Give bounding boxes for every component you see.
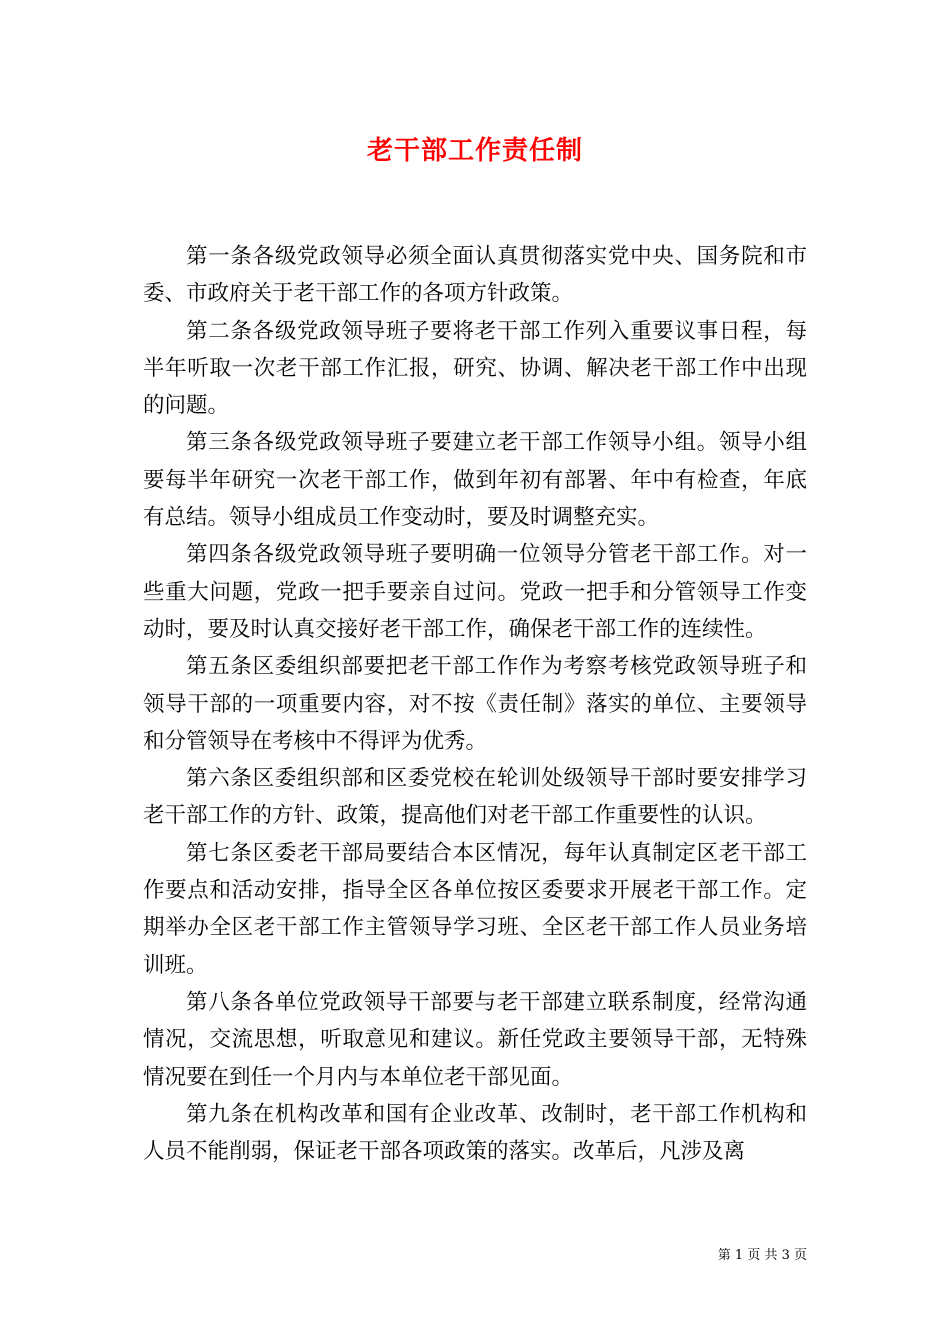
paragraph-7: 第七条区委老干部局要结合本区情况，每年认真制定区老干部工作要点和活动安排，指导全区各单位按区委要求开展老干部工作。定期举办全区老干部工作主管领导学习班、全区老干部工作人员业务培训班。 bbox=[143, 840, 807, 978]
document-title: 老干部工作责任制 bbox=[366, 136, 583, 166]
paragraph-1: 第一条各级党政领导必须全面认真贯彻落实党中央、国务院和市委、市政府关于老干部工作的各项方针政策。 bbox=[143, 244, 807, 307]
document-body bbox=[143, 238, 807, 1170]
paragraph-8: 第八条各单位党政领导干部要与老干部建立联系制度，经常沟通情况，交流思想，听取意见和建议。新任党政主要领导干部，无特殊情况要在到任一个月内与本单位老干部见面。 bbox=[143, 989, 807, 1090]
paragraph-3: 第三条各级党政领导班子要建立老干部工作领导小组。领导小组要每半年研究一次老干部工作，做到年初有部署、年中有检查，年底有总结。领导小组成员工作变动时，要及时调整充实。 bbox=[143, 430, 807, 531]
paragraph-5: 第五条区委组织部要把老干部工作作为考察考核党政领导班子和领导干部的一项重要内容，对不按《责任制》落实的单位、主要领导和分管领导在考核中不得评为优秀。 bbox=[143, 654, 807, 754]
paragraph-9: 第九条在机构改革和国有企业改革、改制时，老干部工作机构和人员不能削弱，保证老干部各项政策的落实。改革后，凡涉及离 bbox=[143, 1101, 807, 1165]
paragraph-2: 第二条各级党政领导班子要将老干部工作列入重要议事日程，每半年听取一次老干部工作汇报，研究、协调、解决老干部工作中出现的问题。 bbox=[143, 318, 807, 419]
page-number-footer: 第 1 页 共 3 页 bbox=[717, 1248, 807, 1263]
paragraph-4: 第四条各级党政领导班子要明确一位领导分管老干部工作。对一些重大问题，党政一把手要亲自过问。党政一把手和分管领导工作变动时，要及时认真交接好老干部工作，确保老干部工作的连续性。 bbox=[143, 542, 807, 642]
paragraph-6: 第六条区委组织部和区委党校在轮训处级领导干部时要安排学习老干部工作的方针、政策，提高他们对老干部工作重要性的认识。 bbox=[143, 766, 807, 829]
